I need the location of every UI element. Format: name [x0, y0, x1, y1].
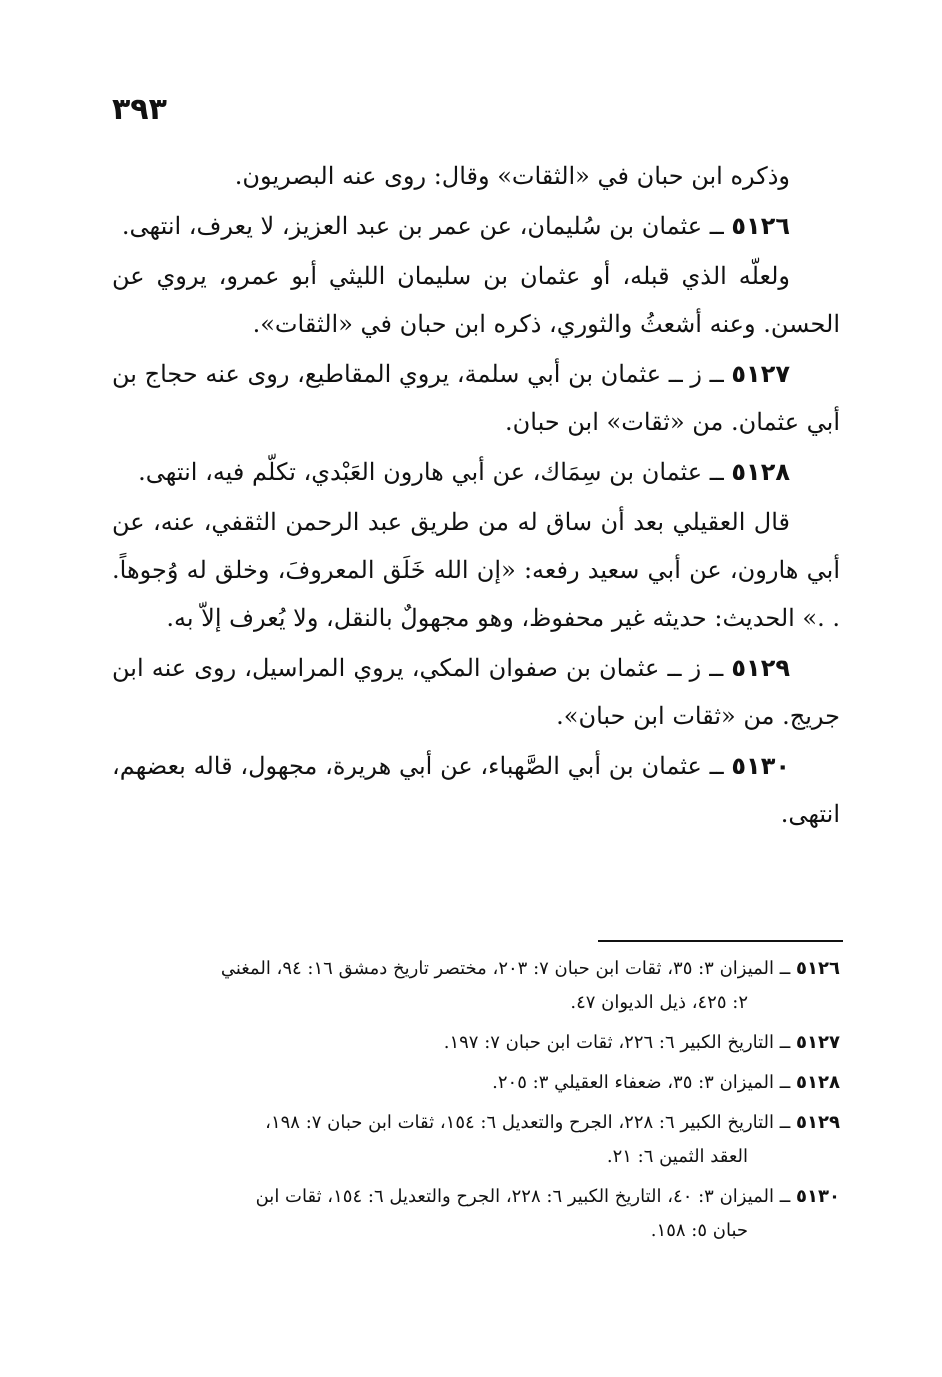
paragraph-text: ــ عثمان بن سِمَاك، عن أبي هارون العَبْدي، تكلّم فيه، انتهى.	[138, 458, 724, 486]
footnote-text: ــ الميزان ٣: ٣٥، ثقات ابن حبان ٧: ٢٠٣، مختصر تاريخ دمشق ١٦: ٩٤، المغني	[220, 958, 791, 979]
paragraph-text: ــ عثمان بن أبي الصَّهباء، عن أبي هريرة، مجهول، قاله بعضهم، انتهى.	[112, 752, 840, 828]
paragraph	[112, 350, 840, 446]
paragraph-text: قال العقيلي بعد أن ساق له من طريق عبد الرحمن الثقفي، عنه، عن أبي هارون، عن أبي سعيد رفعه: «إن الله خَلَق المعروفَ، وخلق له وُجوهاً. . .» الحديث: حديثه غير محفوظ، وهو مجهولٌ بالنقل، ولا يُعرف إلاّ به.	[112, 508, 840, 632]
footnote-continuation: العقد الثمين ٦: ٢١.	[606, 1146, 748, 1167]
footnote	[112, 1180, 840, 1248]
paragraph-text: وذكره ابن حبان في «الثقات» وقال: روى عنه البصريون.	[234, 162, 790, 190]
paragraph-text: ولعلّه الذي قبله، أو عثمان بن سليمان الليثي أبو عمرو، يروي عن الحسن. وعنه أشعثُ والثوري، ذكره ابن حبان في «الثقات».	[112, 262, 840, 338]
footnote-text: ــ التاريخ الكبير ٦: ٢٢٨، الجرح والتعديل ٦: ١٥٤، ثقات ابن حبان ٧: ١٩٨،	[265, 1112, 791, 1133]
footnote-number: ٥١٢٦	[796, 958, 840, 979]
footnote-number: ٥١٢٨	[796, 1072, 840, 1093]
footnote-text: ــ الميزان ٣: ٤٠، التاريخ الكبير ٦: ٢٢٨، الجرح والتعديل ٦: ١٥٤، ثقات ابن	[255, 1186, 791, 1207]
footnote	[112, 1026, 840, 1060]
footnote-divider	[598, 940, 843, 942]
paragraph	[112, 152, 840, 200]
paragraph-text: ــ عثمان بن سُليمان، عن عمر بن عبد العزيز، لا يعرف، انتهى.	[121, 212, 724, 240]
entry-number: ٥١٢٦	[731, 212, 790, 240]
paragraph	[112, 498, 840, 642]
footnote-continuation: ٢: ٤٢٥، ذيل الديوان ٤٧.	[570, 992, 748, 1013]
paragraph	[112, 742, 840, 838]
footnote-number: ٥١٢٩	[796, 1112, 840, 1133]
page-number: ٣٩٣	[112, 92, 167, 127]
footnote-text: ــ الميزان ٣: ٣٥، ضعفاء العقيلي ٣: ٢٠٥.	[492, 1072, 791, 1093]
footnote-number: ٥١٣٠	[796, 1186, 840, 1207]
entry-number: ٥١٣٠	[731, 752, 790, 780]
entry-number: ٥١٢٨	[731, 458, 790, 486]
paragraph	[112, 252, 840, 348]
paragraph-text: ــ ز ــ عثمان بن أبي سلمة، يروي المقاطيع، روى عنه حجاج بن أبي عثمان. من «ثقات» ابن حبان.	[112, 360, 840, 436]
footnotes	[112, 952, 840, 1254]
paragraph	[112, 202, 840, 250]
footnote	[112, 1066, 840, 1100]
paragraph	[112, 644, 840, 740]
footnote	[112, 952, 840, 1020]
main-text	[112, 152, 840, 840]
footnote-number: ٥١٢٧	[796, 1032, 840, 1053]
footnote-text: ــ التاريخ الكبير ٦: ٢٢٦، ثقات ابن حبان ٧: ١٩٧.	[443, 1032, 791, 1053]
entry-number: ٥١٢٩	[731, 654, 790, 682]
entry-number: ٥١٢٧	[731, 360, 790, 388]
footnote	[112, 1106, 840, 1174]
paragraph	[112, 448, 840, 496]
paragraph-text: ــ ز ــ عثمان بن صفوان المكي، يروي المراسيل، روى عنه ابن جريج. من «ثقات ابن حبان».	[112, 654, 840, 730]
footnote-continuation: حبان ٥: ١٥٨.	[650, 1220, 748, 1241]
